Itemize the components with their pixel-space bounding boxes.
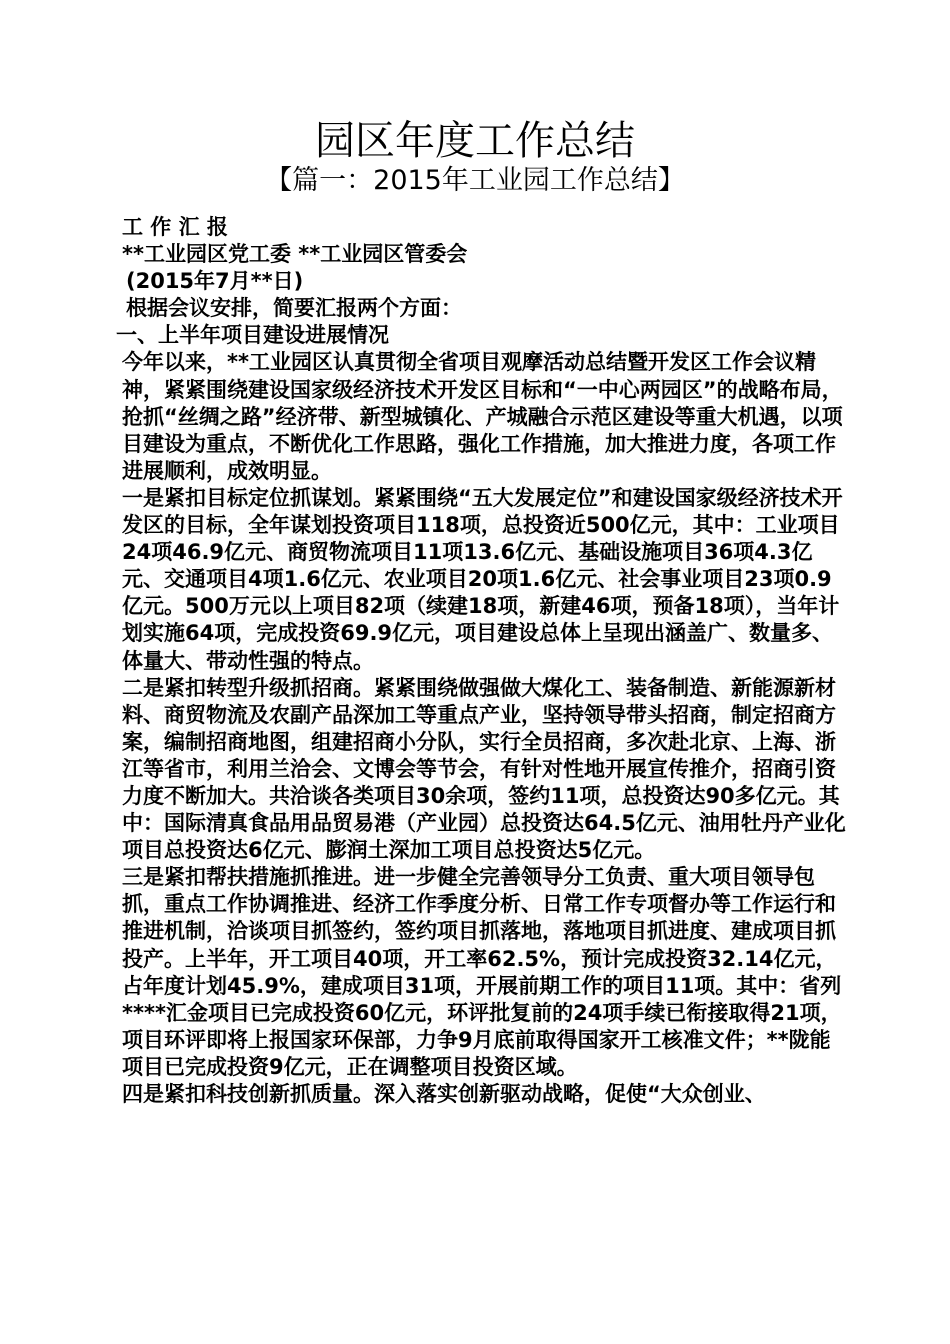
issuers-line: **工业园区党工委 **工业园区管委会 [122, 242, 468, 267]
paragraph-5: 四是紧扣科技创新抓质量。深入落实创新驱动战略，促使“大众创业、 [122, 1082, 766, 1106]
paragraph-1: 今年以来，**工业园区认真贯彻全省项目观摩活动总结暨开发区工作会议精神，紧紧围绕建设国家级经济技术开发区目标和“一中心两园区”的战略布局，抢抓“丝绸之路”经济带、新型城镇化、产城融合示范区建设等重大机遇，以项目建设为重点，不断优化工作思路，强化工作措施，加大推进力度，各项工作进展顺利，成效明显。 [122, 350, 843, 483]
date-line: (2015年7月**日) [126, 269, 304, 294]
document-title: 园区年度工作总结 [315, 118, 635, 164]
intro-line: 根据会议安排，简要汇报两个方面： [126, 296, 462, 321]
document-subtitle: 【篇一：2015年工业园工作总结】 [265, 165, 685, 196]
paragraph-2: 一是紧扣目标定位抓谋划。紧紧围绕“五大发展定位”和建设国家级经济技术开发区的目标，全年谋划投资项目118项，总投资近500亿元，其中：工业项目24项46.9亿元、商贸物流项目11项13.6亿元、基础设施项目36项4.3亿元、交通项目4项1.6亿元、农业项目20项1.6亿元、社会事业项目23项0.9亿元。500万元以上项目82项（续建18项，新建46项，预备18项），当年计划实施64项，完成投资69.9亿元，项目建设总体上呈现出涵盖广、数量多、体量大、带动性强的特点。 [122, 485, 843, 673]
section1-heading: 一、上半年项目建设进展情况 [116, 323, 389, 348]
paragraph-3: 二是紧扣转型升级抓招商。紧紧围绕做强做大煤化工、装备制造、新能源新材料、商贸物流及农副产品深加工等重点产业，坚持领导带头招商，制定招商方案，编制招商地图，组建招商小分队，实行全员招商，多次赴北京、上海、浙江等省市，利用兰洽会、文博会等节会，有针对性地开展宣传推介，招商引资力度不断加大。共洽谈各类项目30余项，签约11项，总投资达90多亿元。其中：国际清真食品用品贸易港（产业园）总投资达64.5亿元、油用牡丹产业化项目总投资达6亿元、膨润土深加工项目总投资达5亿元。 [122, 675, 846, 863]
document-body [116, 214, 846, 1108]
paragraph-4: 三是紧扣帮扶措施抓推进。进一步健全完善领导分工负责、重大项目领导包抓，重点工作协调推进、经济工作季度分析、日常工作专项督办等工作运行和推进机制，洽谈项目抓签约，签约项目抓落地，落地项目抓进度、建成项目抓投产。上半年，开工项目40项，开工率62.5%，预计完成投资32.14亿元，占年度计划45.9%，建成项目31项，开展前期工作的项目11项。其中：省列****汇金项目已完成投资60亿元，环评批复前的24项手续已衔接取得21项，项目环评即将上报国家环保部，力争9月底前取得国家开工核准文件；**陇能项目已完成投资9亿元，正在调整项目投资区域。 [122, 865, 842, 1079]
report-label: 工 作 汇 报 [122, 215, 228, 239]
